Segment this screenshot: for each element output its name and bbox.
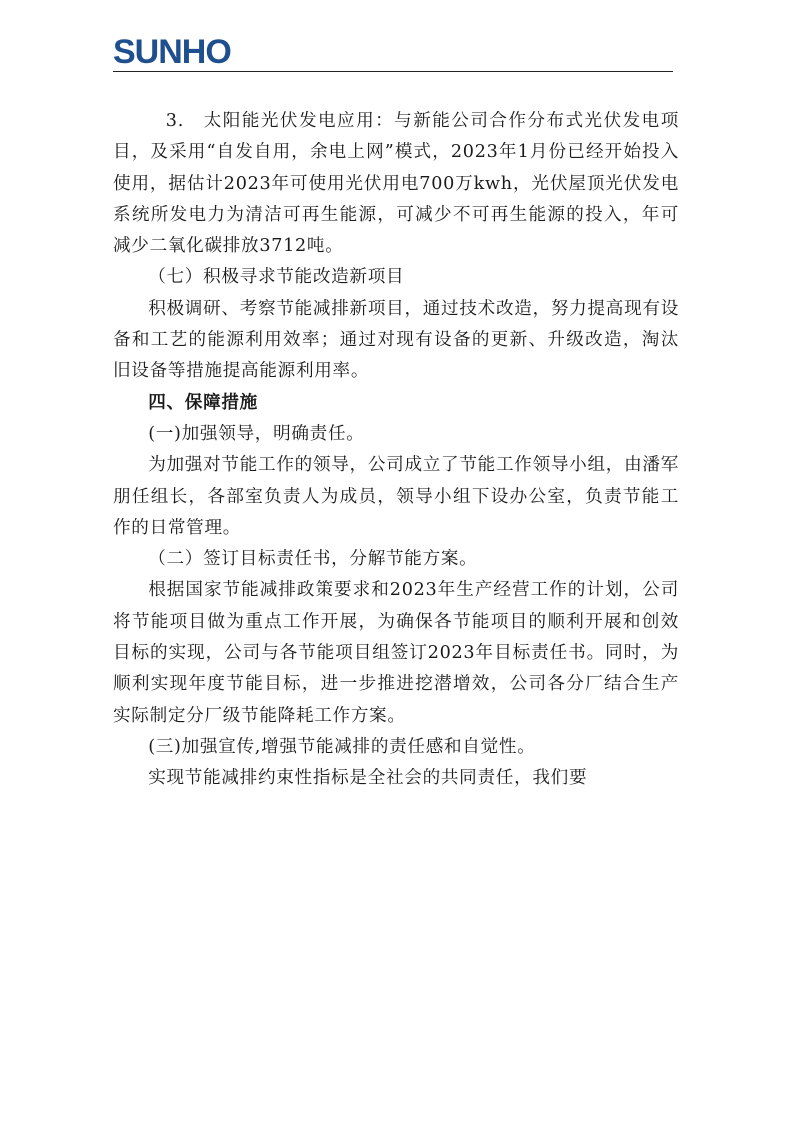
header-divider [113,71,673,72]
paragraph-responsibility: 根据国家节能减排政策要求和2023年生产经营工作的计划，公司将节能项目做为重点工作开展，为确保各节能项目的顺利开展和创效目标的实现，公司与各节能项目组签订2023年目标责任书。同时，为顺利实现年度节能目标，进一步推进挖潜增效，公司各分厂结合生产实际制定分厂级节能降耗工作方案。 [113,580,679,726]
subheading-leadership: (一)加强领导，明确责任。 [148,423,365,444]
paragraph-energy-projects: 积极调研、考察节能减排新项目，通过技术改造，努力提高现有设备和工艺的能源利用效率；通过对现有设备的更新、升级改造，淘汰旧设备等措施提高能源利用率。 [113,298,679,382]
section-heading-energy-projects: （七）积极寻求节能改造新项目 [148,267,405,288]
paragraph-leadership: 为加强对节能工作的领导，公司成立了节能工作领导小组，由潘军朋任组长，各部室负责人为成员，领导小组下设办公室，负责节能工作的日常管理。 [113,455,679,538]
paragraph-solar-pv: 3. 太阳能光伏发电应用：与新能公司合作分布式光伏发电项目，及采用“自发自用，余电上网”模式，2023年1月份已经开始投入使用，据估计2023年可使用光伏用电700万kwh，光伏屋顶光伏发电系统所发电力为清洁可再生能源，可减少不可再生能源的投入，年可减少二氧化碳排放3712吨。 [113,111,679,257]
page-header [113,30,673,74]
section-heading-safeguards: 四、保障措施 [148,392,258,413]
sunho-logo: SUNHO [113,33,231,71]
subheading-publicity: (三)加强宣传,增强节能减排的责任感和自觉性。 [148,736,536,757]
document-body [113,106,679,795]
paragraph-publicity: 实现节能减排约束性指标是全社会的共同责任，我们要 [148,768,588,789]
subheading-responsibility: （二）签订目标责任书，分解节能方案。 [148,549,478,570]
